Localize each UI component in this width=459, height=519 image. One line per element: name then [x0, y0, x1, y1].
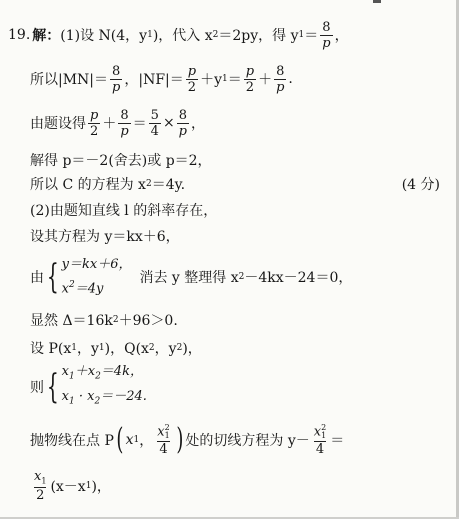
fraction: $\frac{8}{p}$ [120, 107, 129, 139]
solution-line-11: 则 { $x_1+x_2=4k$， $x_1 \cdot x_2=-24$. [30, 364, 147, 410]
fraction: $\frac{p}{2}$ [245, 63, 255, 95]
solution-line-10: 设 P(x 1 ，y 1 )，Q(x 2 ，y 2 )， [30, 341, 202, 357]
solution-line-13: $\frac{x_1}{2}$ (x－x 1 )， [34, 469, 111, 503]
fraction: $\frac{8}{p}$ [112, 63, 121, 95]
solution-line-6: (2)由题知直线 l 的斜率存在， [30, 203, 218, 219]
solution-line-4: 解得 p＝－2(舍去)或 p＝2， [30, 153, 212, 169]
solution-line-3: 由题设得 $\frac{p}{2}$ ＋ $\frac{8}{p}$ ＝ $\frac{5}{4}$ × $\frac{8}{p}$ ， [30, 107, 205, 139]
fraction: $\frac{8}{p}$ [178, 107, 187, 139]
solution-line-8: 由 { y＝kx＋6， $x^2=4y$ 消去 y 整理得 x 2 －4kx－24＝0， [30, 254, 352, 300]
left-brace: { [46, 257, 59, 297]
equation-system: y＝kx＋6， $x^2=4y$ [61, 256, 132, 297]
question-number: 19. [8, 27, 31, 43]
fraction: x 2 1 4 [313, 423, 327, 457]
solution-line-5: 所以 C 的方程为 x 2 ＝4y. (4 分) [30, 174, 440, 194]
solution-line-9: 显然 Δ＝16k 2 ＋96＞0. [30, 313, 178, 329]
score-note: (4 分) [401, 177, 440, 193]
left-brace: { [46, 367, 59, 407]
fraction: $\frac{p}{2}$ [90, 107, 99, 139]
fraction: $\frac{8}{p}$ [322, 19, 331, 51]
fraction: x 2 1 4 [157, 423, 170, 457]
solution-line-1: 19. 解： (1)设 N(4，y 1 )，代入 x 2 ＝2py，得 y 1 ＝ $\frac{8}{p}$ ， [8, 19, 349, 51]
fraction: $\frac{8}{p}$ [276, 63, 285, 95]
fraction: $\frac{x_1}{2}$ [34, 469, 47, 503]
solution-label: 解： [32, 28, 61, 44]
solution-line-2: 所以|MN|＝ $\frac{8}{p}$ ，|NF|＝ $\frac{p}{2}$ ＋y 1 ＝ $\frac{p}{2}$ ＋ $\frac{8}{p}$ . [30, 63, 293, 95]
solution-line-12: 抛物线在点 P ( x 1 ， x 2 1 4 ) 处的切线方程为 y－ x 2 1 4 ＝ [30, 422, 345, 457]
fraction: $\frac{p}{2}$ [187, 63, 197, 95]
equation-system: $x_1+x_2=4k$， $x_1 \cdot x_2=-24$. [61, 364, 147, 407]
fraction: $\frac{5}{4}$ [150, 107, 159, 139]
scan-mark [373, 0, 381, 3]
solution-line-7: 设其方程为 y＝kx＋6， [30, 229, 180, 245]
